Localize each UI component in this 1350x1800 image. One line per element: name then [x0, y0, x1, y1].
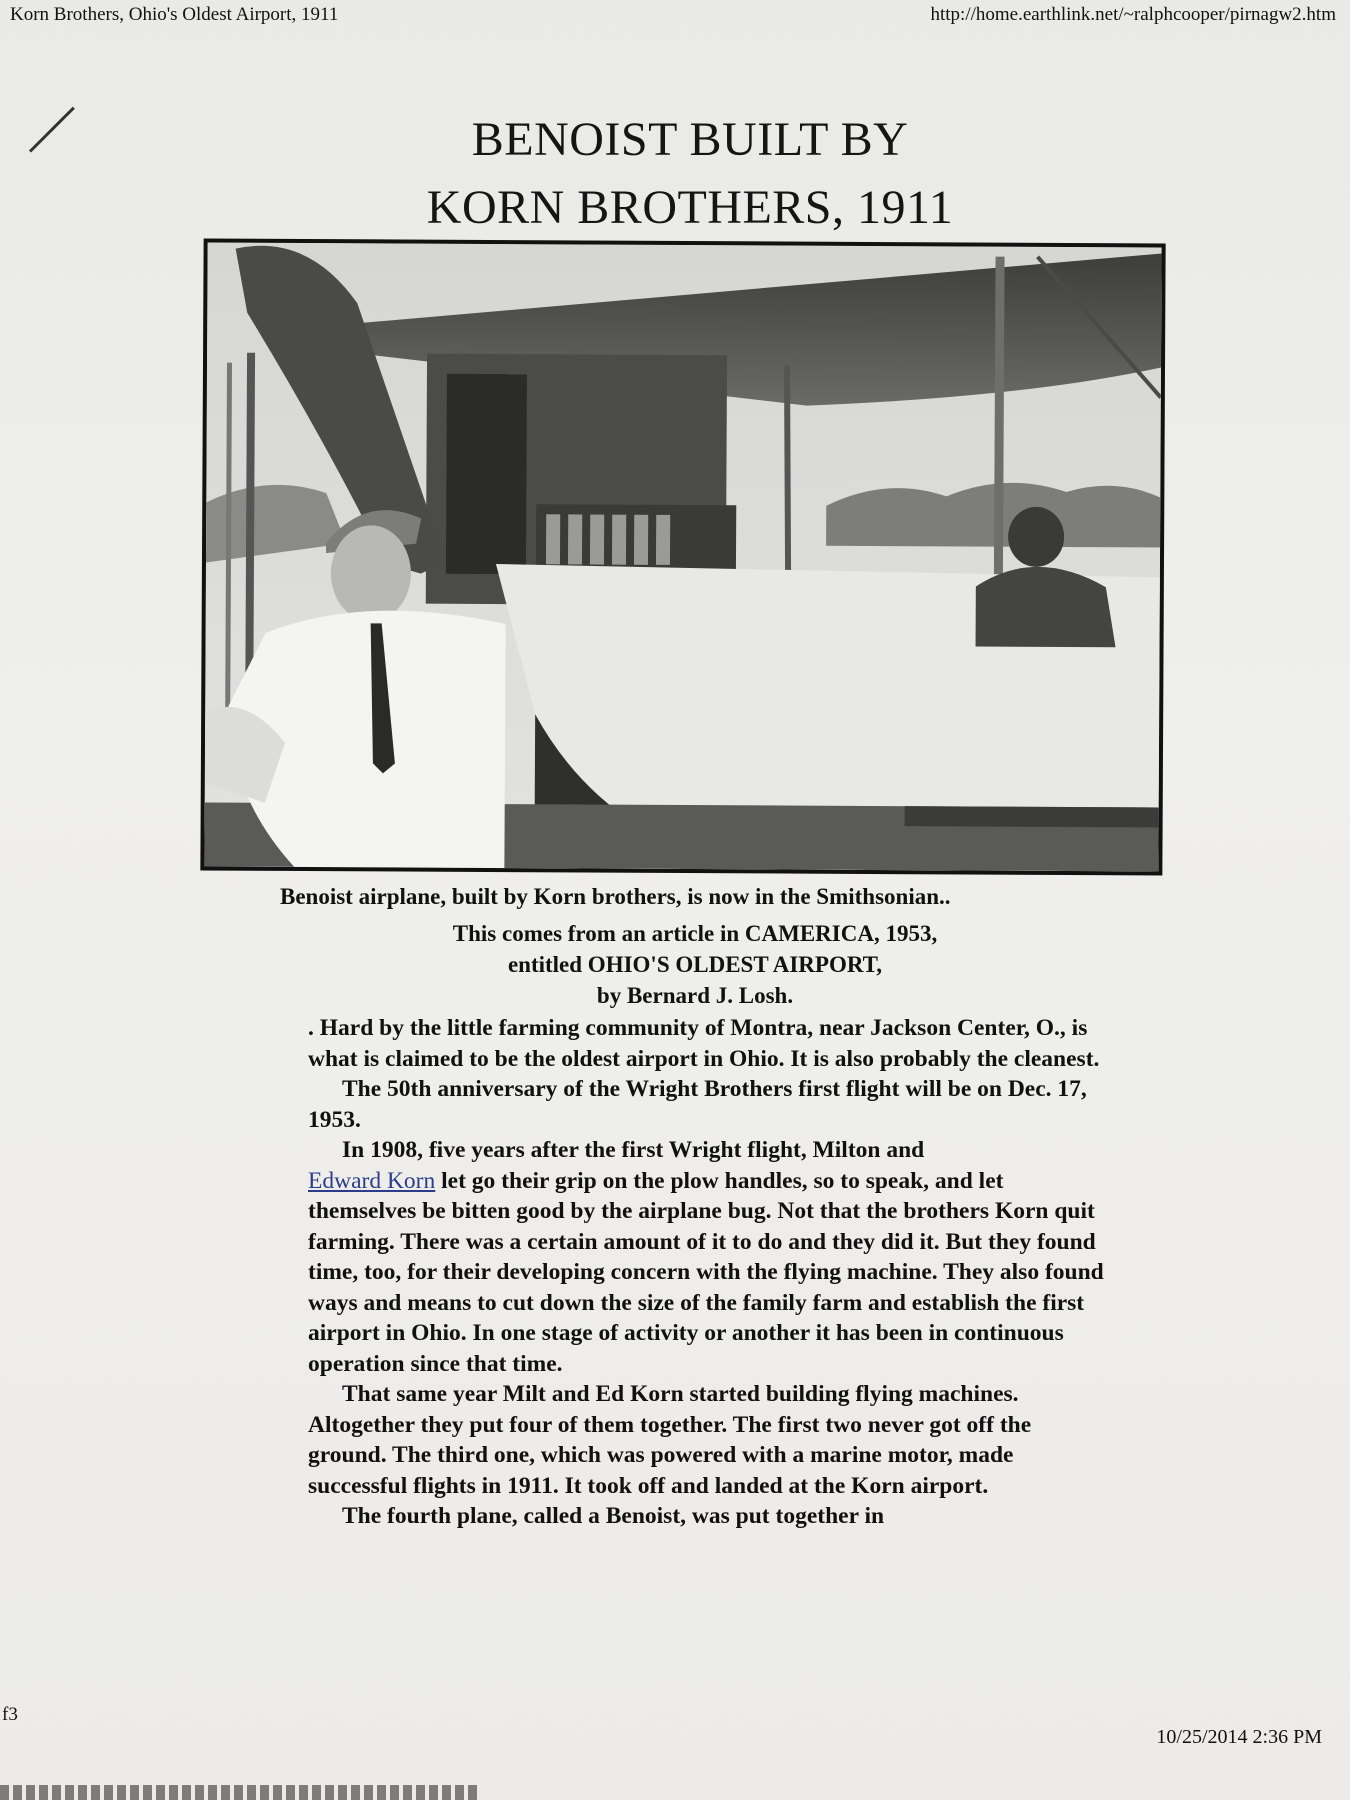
article-source: [380, 918, 1010, 1011]
paragraph-2: The 50th anniversary of the Wright Brothers first flight will be on Dec. 17, 1953.: [308, 1076, 1087, 1133]
photo-caption: Benoist airplane, built by Korn brothers, is now in the Smithsonian..: [280, 884, 951, 909]
page-number: f3: [2, 1704, 18, 1725]
edward-korn-link[interactable]: Edward Korn: [308, 1167, 436, 1194]
paragraph-4: That same year Milt and Ed Korn started building flying machines. Altogether they put four of them together. The first two never got off the ground. The third one, which was powered with a marine motor, made successful flights in 1911. It took off and landed at the Korn airport.: [308, 1381, 1032, 1499]
source-line-3: by Bernard J. Losh.: [596, 983, 794, 1008]
airplane-photo: [200, 238, 1165, 875]
bleed-through-text: [0, 1785, 480, 1800]
header-page-title: Korn Brothers, Ohio's Oldest Airport, 1911: [10, 4, 339, 25]
paragraph-3-rest: let go their grip on the plow handles, so to speak, and let themselves be bitten good by the airplane bug. Not that the brothers Korn quit farming. There was a certain amount of it to do and they did it. But they found time, too, for their developing concern with the flying machine. They also found ways and means to cut down the size of the family farm and establish the first airport in Ohio. In one stage of activity or another it has been in continuous operation since that time.: [308, 1167, 1104, 1377]
article-body: [308, 1013, 1108, 1532]
paragraph-5: The fourth plane, called a Benoist, was put together in: [342, 1503, 885, 1529]
title-line-2: KORN BROTHERS, 1911: [426, 181, 954, 234]
title-line-1: BENOIST BUILT BY: [471, 113, 909, 166]
header-url: http://home.earthlink.net/~ralphcooper/pirnagw2.htm: [930, 4, 1336, 25]
print-timestamp: 10/25/2014 2:36 PM: [1156, 1726, 1322, 1748]
source-line-2: entitled OHIO'S OLDEST AIRPORT,: [507, 952, 883, 977]
paragraph-3-start: In 1908, five years after the first Wright flight, Milton and: [342, 1137, 925, 1163]
page-title: [0, 106, 1350, 242]
paragraph-1: . Hard by the little farming community of Montra, near Jackson Center, O., is what is claimed to be the oldest airport in Ohio. It is also probably the cleanest.: [308, 1015, 1100, 1072]
source-line-1: This comes from an article in CAMERICA, 1953,: [452, 921, 938, 946]
vintage-airplane-photo-icon: [204, 243, 1161, 872]
paragraph-3: [308, 1135, 1108, 1379]
